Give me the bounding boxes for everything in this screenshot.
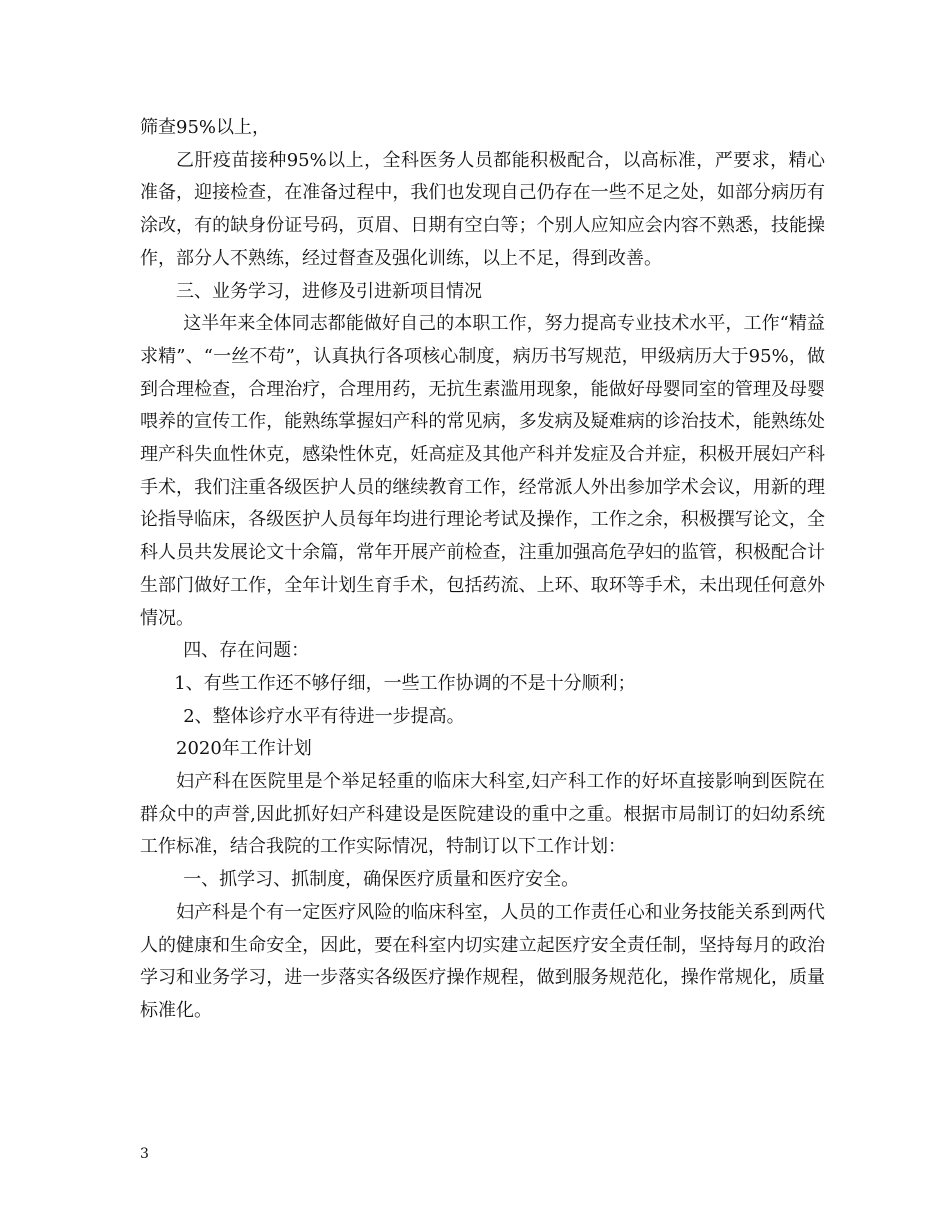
heading-existing-problems: 四、存在问题： (183, 640, 310, 662)
heading-2020-work-plan: 2020年工作计划 (176, 738, 312, 760)
paragraph-medical-safety: 妇产科是个有一定医疗风险的临床科室，人员的工作责任心和业务技能关系到两代人的健康和生命安全，因此，要在科室内切实建立起医疗安全责任制，坚持每月的政治学习和业务学习，进一步落实各级医疗操作规程，做到服务规范化，操作常规化，质量标准化。 (140, 901, 825, 1021)
paragraph-half-year-work: 这半年来全体同志都能做好自己的本职工作，努力提高专业技术水平，工作“精益求精”、“一丝不苟”，认真执行各项核心制度，病历书写规范，甲级病历大于95%，做到合理检查，合理治疗，合理用药，无抗生素滥用现象，能做好母婴同室的管理及母婴喂养的宣传工作，能熟练掌握妇产科的常见病，多发病及疑难病的诊治技术，能熟练处理产科失血性休克，感染性休克，妊高症及其他产科并发症及合并症，积极开展妇产科手术，我们注重各级医护人员的继续教育工作，经常派人外出参加学术会议，用新的理论指导临床，各级医护人员每年均进行理论考试及操作，工作之余，积极撰写论文，全科人员共发展论文十余篇，常年开展产前检查，注重加强高危孕妇的监管，积极配合计生部门做好工作，全年计划生育手术，包括药流、上环、取环等手术，未出现任何意外情况。 (140, 313, 825, 629)
paragraph-obstetrics-importance: 妇产科在医院里是个举足轻重的临床大科室,妇产科工作的好坏直接影响到医院在群众中的声誉,因此抓好妇产科建设是医院建设的重中之重。根据市局制订的妇幼系统工作标准，结合我院的工作实际情况，特制订以下工作计划： (140, 771, 825, 858)
problem-item-1: 1、有些工作还不够仔细，一些工作协调的不是十分顺利； (174, 672, 636, 694)
heading-study-and-system: 一、抓学习、抓制度，确保医疗质量和医疗安全。 (183, 869, 580, 891)
body-text (140, 112, 825, 1028)
problem-item-2: 2、整体诊疗水平有待进一步提高。 (183, 705, 465, 727)
page-number: 3 (140, 1146, 149, 1162)
paragraph-screening-continued: 筛查95%以上， (140, 117, 271, 138)
heading-business-learning: 三、业务学习，进修及引进新项目情况 (176, 280, 482, 302)
paragraph-hepatitis-vaccine: 乙肝疫苗接种95%以上，全科医务人员都能积极配合，以高标准，严要求，精心准备，迎接检查，在准备过程中，我们也发现自己仍存在一些不足之处，如部分病历有涂改，有的缺身份证号码，页眉、日期有空白等；个别人应知应会内容不熟悉，技能操作，部分人不熟练，经过督查及强化训练，以上不足，得到改善。 (140, 149, 825, 269)
